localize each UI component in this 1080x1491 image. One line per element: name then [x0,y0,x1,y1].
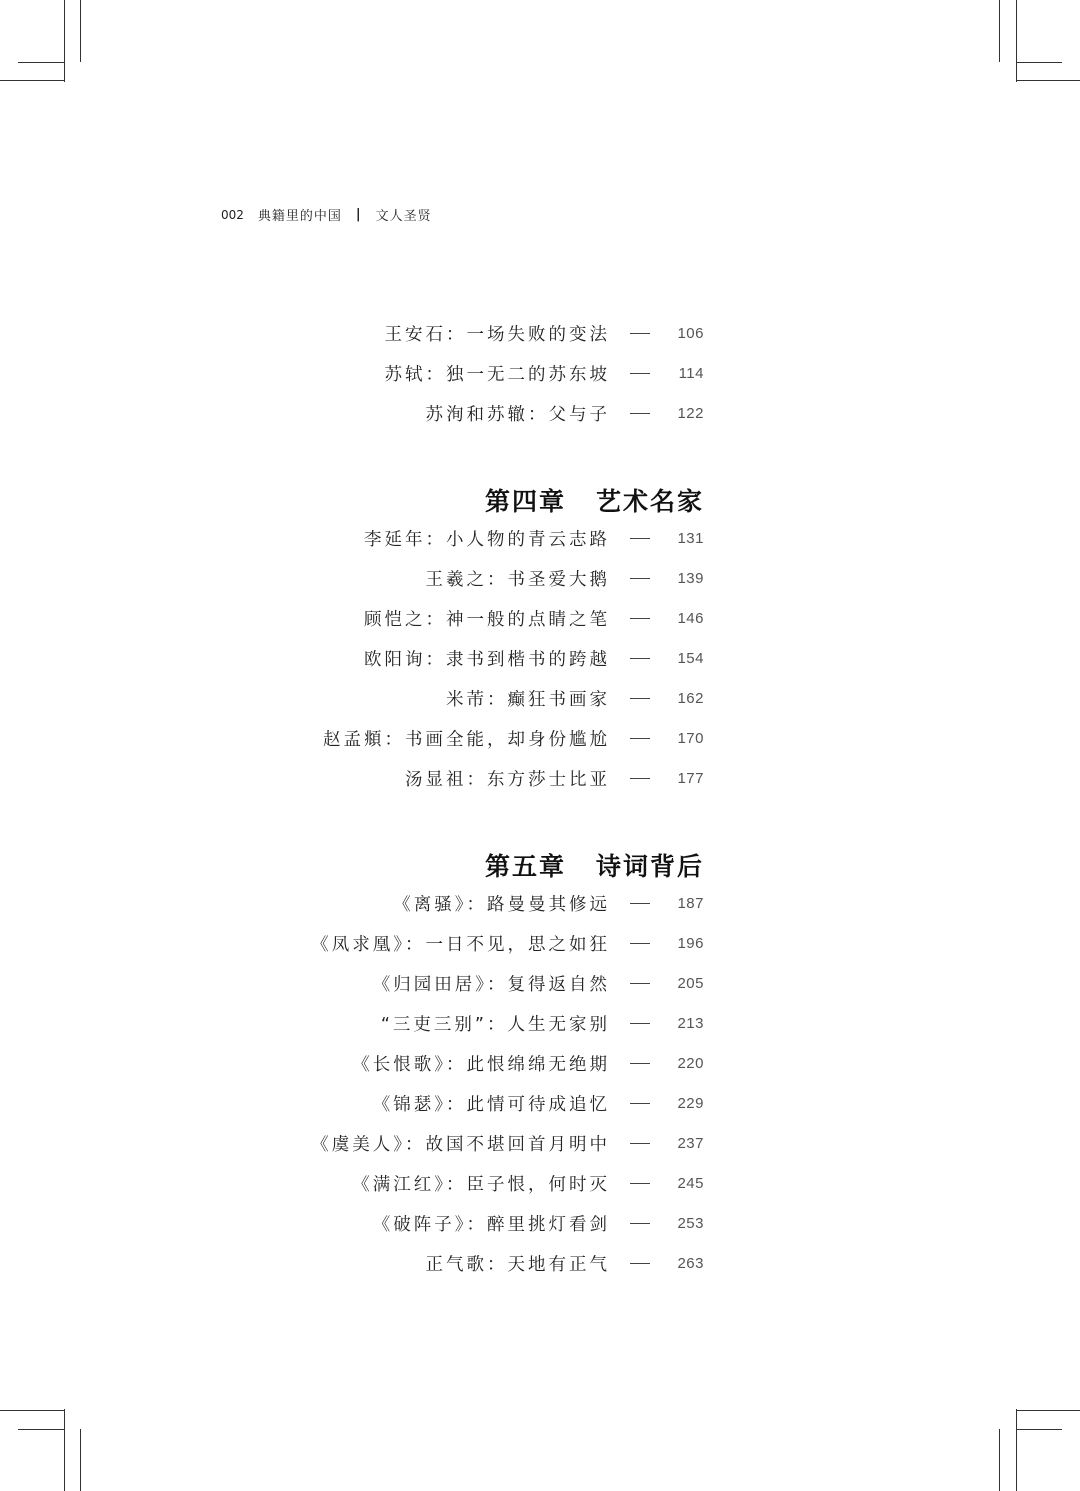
header-section: 文人圣贤 [375,209,432,224]
leader-dash [630,618,650,619]
toc-entry[interactable] [311,1123,704,1163]
toc-entry[interactable] [446,678,704,718]
leader-dash [630,538,650,539]
toc-entry-title: 《凤求凰》：一日不见，思之如狂 [311,934,610,955]
running-header [221,205,432,224]
chapter-number: 第四章 [484,487,566,516]
leader-dash [630,698,650,699]
toc-entry[interactable] [393,883,704,923]
toc-entry[interactable] [385,313,705,353]
toc-entry[interactable] [364,598,704,638]
toc-entry-title: 苏洵和苏辙：父与子 [425,404,610,425]
chapter-heading[interactable] [485,847,704,883]
toc-entry-page: 162 [677,689,704,707]
chapter-name: 艺术名家 [595,487,704,516]
toc-entry-title: 王羲之：书圣爱大鹅 [425,569,610,590]
toc-entry[interactable] [364,518,704,558]
toc-entry-title: 米芾：癫狂书画家 [446,689,610,710]
toc-entry-title: 赵孟頫：书画全能，却身份尴尬 [323,729,610,750]
toc-entry[interactable] [373,1203,704,1243]
toc-entry[interactable] [373,1083,704,1123]
leader-dash [630,413,650,414]
toc-entry-title: 《长恨歌》：此恨绵绵无绝期 [352,1054,610,1075]
toc-entry-page: 205 [677,974,704,992]
header-page-number: 002 [221,207,244,222]
leader-dash [630,1143,650,1144]
header-book-title: 典籍里的中国 [257,209,342,224]
toc-entry-title: 《归园田居》：复得返自然 [372,974,610,995]
toc-entry-page: 237 [677,1134,704,1152]
toc-entry[interactable] [352,1043,704,1083]
header-separator: | [355,207,362,222]
toc-entry-title: 苏轼：独一无二的苏东坡 [384,364,610,385]
toc-entry-page: 187 [677,894,704,912]
leader-dash [630,1063,650,1064]
toc-entry-page: 131 [677,529,704,547]
toc-entry[interactable] [381,1003,704,1043]
toc-entry-page: 177 [677,769,704,787]
toc-entry-page: 196 [677,934,704,952]
toc-entry[interactable] [426,558,705,598]
toc-entry-title: 《锦瑟》：此情可待成追忆 [372,1094,610,1115]
toc-entry-page: 263 [677,1254,704,1272]
toc-entry-page: 146 [677,609,704,627]
toc-entry-title: 顾恺之：神一般的点睛之笔 [364,609,610,630]
toc-entry-title: 《破阵子》：醉里挑灯看剑 [372,1214,610,1235]
toc-entry[interactable] [385,353,705,393]
leader-dash [630,1103,650,1104]
toc-entry-title: 正气歌：天地有正气 [425,1254,610,1275]
toc-entry-page: 114 [678,364,704,382]
leader-dash [630,1223,650,1224]
toc-entry-page: 170 [677,729,704,747]
toc-entry-page: 122 [677,404,704,422]
toc-entry[interactable] [426,393,705,433]
leader-dash [630,373,650,374]
leader-dash [630,903,650,904]
toc-entry-title: 《离骚》：路曼曼其修远 [393,894,610,915]
toc-entry-title: 李延年：小人物的青云志路 [364,529,610,550]
chapter-number: 第五章 [484,852,566,881]
toc-entry[interactable] [352,1163,704,1203]
toc-entry-page: 154 [677,649,704,667]
toc-entry-title: “三吏三别”：人生无家别 [380,1014,610,1035]
toc-entry-page: 245 [677,1174,704,1192]
toc-entry-page: 229 [677,1094,704,1112]
toc-entry[interactable] [364,638,704,678]
toc-entry[interactable] [405,758,704,798]
leader-dash [630,943,650,944]
toc-entry[interactable] [311,923,704,963]
leader-dash [630,778,650,779]
chapter-heading[interactable] [485,482,704,518]
toc-entry-page: 106 [677,324,704,342]
toc-entry[interactable] [373,963,704,1003]
toc-entry-title: 欧阳询：隶书到楷书的跨越 [364,649,610,670]
toc-entry-page: 253 [677,1214,704,1232]
leader-dash [630,983,650,984]
toc-entry-page: 139 [677,569,704,587]
leader-dash [630,658,650,659]
toc-entry-title: 汤显祖：东方莎士比亚 [405,769,610,790]
leader-dash [630,333,650,334]
toc-entry[interactable] [426,1243,705,1283]
leader-dash [630,578,650,579]
toc-entry-title: 《虞美人》：故国不堪回首月明中 [311,1134,610,1155]
leader-dash [630,738,650,739]
leader-dash [630,1183,650,1184]
toc-entry-page: 213 [677,1014,704,1032]
leader-dash [630,1023,650,1024]
toc-entry-page: 220 [677,1054,704,1072]
leader-dash [630,1263,650,1264]
toc-entry-title: 《满江红》：臣子恨，何时灭 [352,1174,610,1195]
toc-entry-title: 王安石：一场失败的变法 [384,324,610,345]
chapter-name: 诗词背后 [595,852,704,881]
toc-entry[interactable] [323,718,704,758]
